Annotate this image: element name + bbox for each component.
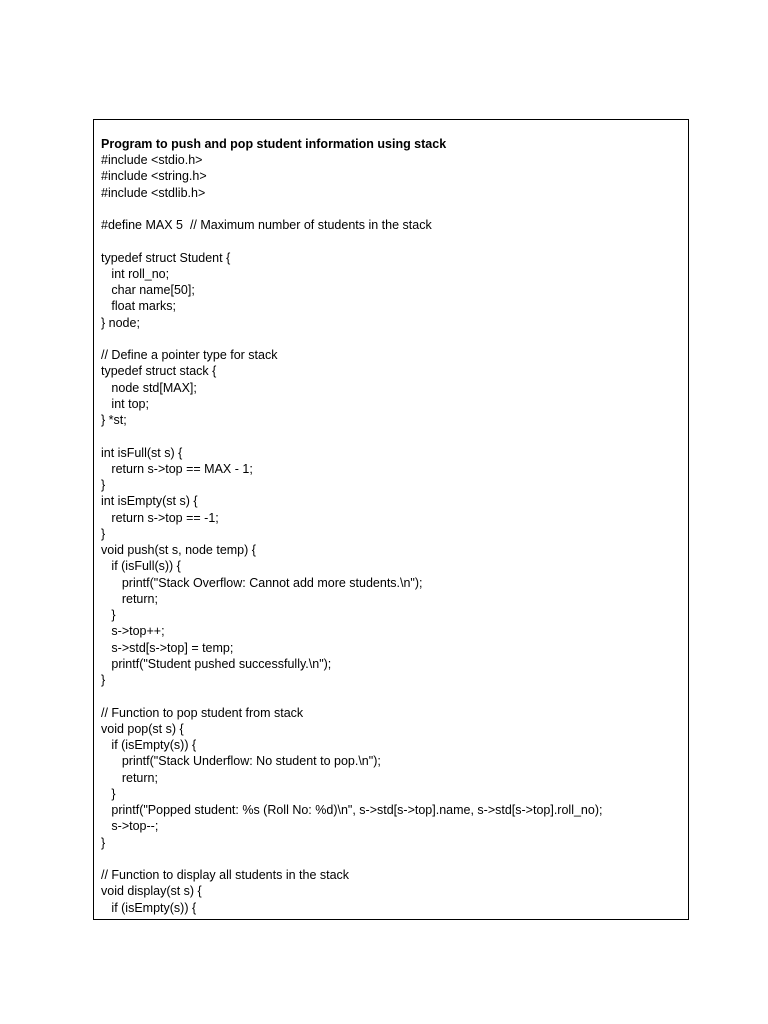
code-line: printf("Popped student: %s (Roll No: %d)\n", s->std[s->top].name, s->std[s->top].roll_no); <box>101 803 603 817</box>
code-line <box>101 233 602 249</box>
code-line <box>101 331 602 347</box>
code-line: int isFull(st s) { <box>101 445 183 460</box>
code-line: #include <stdlib.h> <box>101 185 206 200</box>
code-line: int top; <box>101 396 149 411</box>
code-line: typedef struct stack { <box>101 364 217 379</box>
code-line: } node; <box>101 315 140 330</box>
code-line: char name[50]; <box>101 283 195 297</box>
code-line: // Function to pop student from stack <box>101 705 304 720</box>
code-line: void display(st s) { <box>101 884 202 899</box>
code-line: if (isEmpty(s)) { <box>101 738 197 752</box>
code-line: } *st; <box>101 413 127 427</box>
code-line: if (isFull(s)) { <box>101 559 181 574</box>
code-line: float marks; <box>101 299 177 314</box>
code-line: #include <string.h> <box>101 169 207 184</box>
code-line: s->top++; <box>101 624 165 639</box>
code-line: } <box>101 673 106 687</box>
code-block <box>101 152 602 916</box>
code-line: // Function to display all students in the stack <box>101 868 350 882</box>
code-line <box>101 851 602 867</box>
code-line: } <box>101 786 116 801</box>
code-line: return s->top == -1; <box>101 510 219 525</box>
code-line: } <box>101 608 116 622</box>
document-title: Program to push and pop student information using stack <box>101 137 447 151</box>
code-line: typedef struct Student { <box>101 250 231 265</box>
code-line: #define MAX 5 // Maximum number of students in the stack <box>101 218 432 232</box>
code-line: printf("Stack Overflow: Cannot add more students.\n"); <box>101 575 423 590</box>
code-line: return s->top == MAX - 1; <box>101 461 253 476</box>
code-line: } <box>101 526 106 541</box>
code-line: printf("Student pushed successfully.\n"); <box>101 656 332 671</box>
code-line: s->top--; <box>101 819 159 834</box>
code-line: return; <box>101 770 158 785</box>
code-line: if (isEmpty(s)) { <box>101 900 197 915</box>
document-frame <box>93 119 689 920</box>
code-line: int isEmpty(st s) { <box>101 494 198 509</box>
code-line <box>101 201 602 217</box>
code-line: printf("Stack Underflow: No student to pop.\n"); <box>101 754 381 769</box>
code-line: void push(st s, node temp) { <box>101 543 256 557</box>
code-line: int roll_no; <box>101 266 170 281</box>
code-line: } <box>101 478 106 492</box>
code-line: node std[MAX]; <box>101 380 197 395</box>
code-line <box>101 428 602 444</box>
code-line: } <box>101 835 106 850</box>
code-line: #include <stdio.h> <box>101 153 203 167</box>
code-line: void pop(st s) { <box>101 721 184 736</box>
code-line: // Define a pointer type for stack <box>101 348 278 362</box>
code-line: return; <box>101 591 158 606</box>
code-line <box>101 688 602 704</box>
code-line: s->std[s->top] = temp; <box>101 640 234 655</box>
